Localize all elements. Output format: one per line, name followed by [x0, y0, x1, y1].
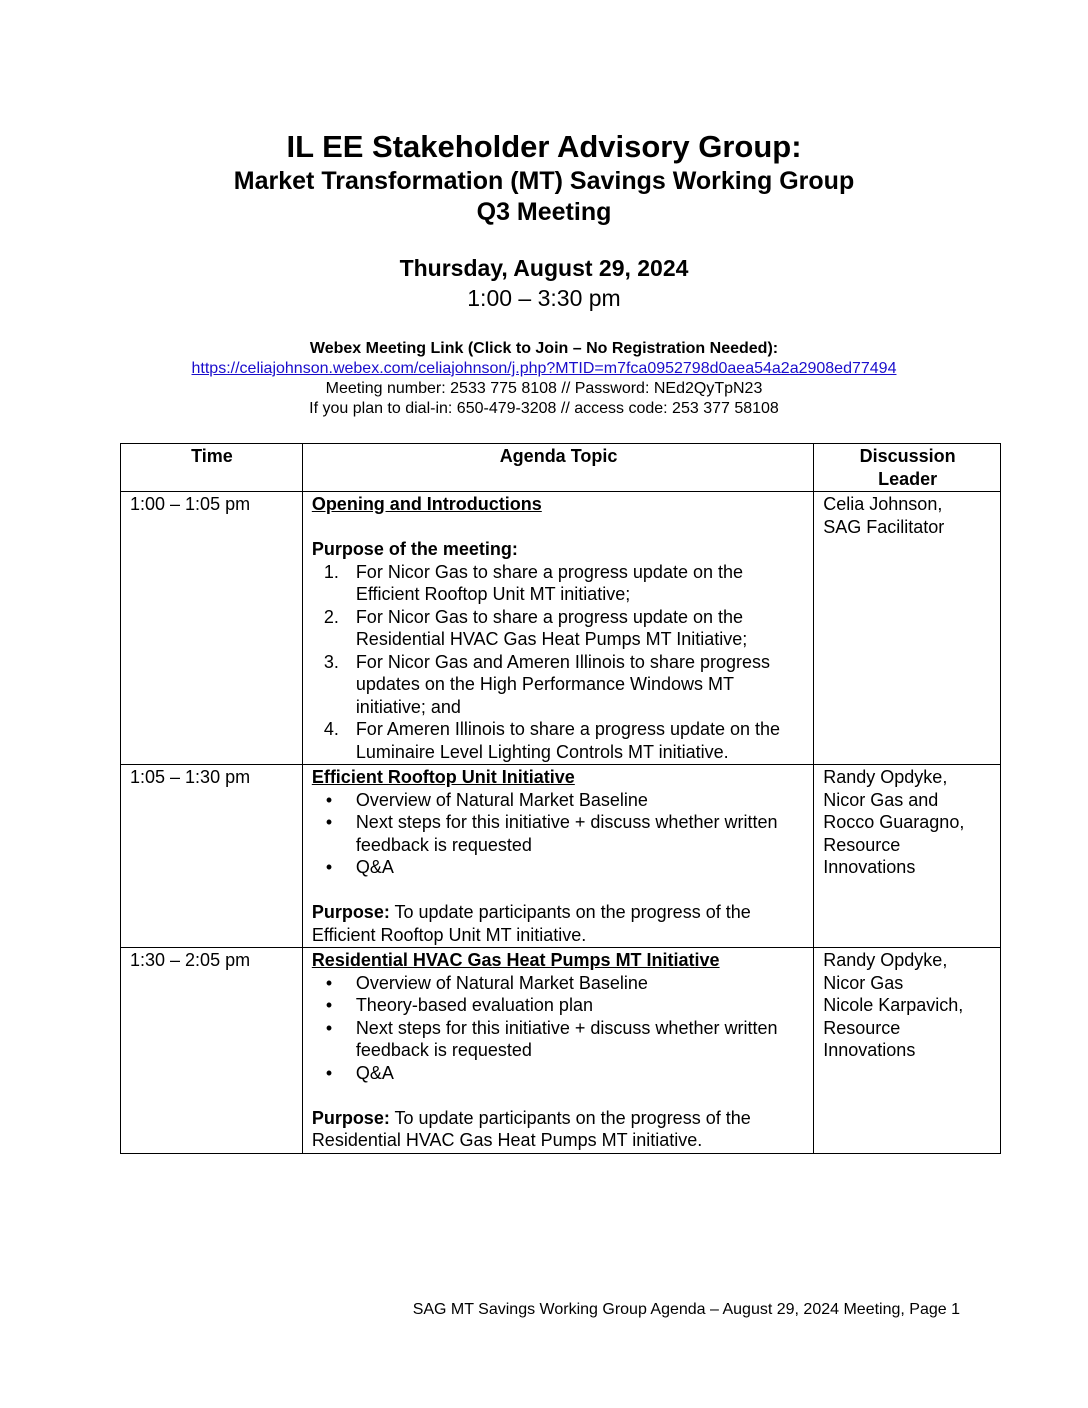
spacer	[312, 879, 805, 902]
table-row	[121, 492, 1001, 765]
row-topic	[302, 492, 813, 765]
webex-info	[0, 339, 1088, 419]
purpose-heading: Purpose of the meeting:	[311, 539, 518, 559]
list-item-text: Overview of Natural Market Baseline	[355, 789, 648, 810]
topic-title: Efficient Rooftop Unit Initiative	[311, 767, 575, 787]
list-number: 1.	[323, 561, 339, 582]
list-item-text: For Nicor Gas to share a progress update on the Efficient Rooftop Unit MT initiative;	[355, 561, 744, 604]
spacer	[312, 516, 805, 539]
list-item	[312, 811, 805, 856]
agenda-table	[120, 443, 1001, 1154]
list-item-text: Q&A	[355, 1062, 394, 1083]
webex-meeting-link[interactable]: https://celiajohnson.webex.com/celiajohnson/j.php?MTID=m7fca0952798d0aea54a2a2908ed77494	[191, 360, 897, 377]
list-item	[312, 561, 805, 606]
header-discussion-leader	[814, 444, 1001, 492]
list-item	[312, 1017, 805, 1062]
bullet-icon: •	[325, 972, 333, 993]
table-row	[121, 948, 1001, 1154]
purpose-label: Purpose:	[311, 1107, 390, 1128]
list-item	[312, 606, 805, 651]
leader-line: Rocco Guaragno,	[823, 812, 965, 832]
leader-line: Nicole Karpavich,	[823, 995, 964, 1015]
row-topic	[302, 765, 813, 948]
bullet-icon: •	[325, 995, 333, 1015]
document-title: IL EE Stakeholder Advisory Group:	[286, 129, 802, 164]
list-item	[312, 994, 805, 1017]
purpose-statement	[312, 1107, 805, 1152]
row-leader	[814, 492, 1001, 765]
bullet-icon: •	[325, 812, 333, 832]
row-time: 1:00 – 1:05 pm	[121, 492, 303, 765]
list-item-text: Overview of Natural Market Baseline	[355, 972, 648, 993]
row-leader	[814, 765, 1001, 948]
purpose-text: To update participants on the progress of the Residential HVAC Gas Heat Pumps MT initiative.	[311, 1107, 751, 1150]
list-item-text: For Nicor Gas and Ameren Illinois to share progress updates on the High Performance Windows MT initiative; and	[355, 651, 770, 717]
meeting-time: 1:00 – 3:30 pm	[467, 285, 621, 311]
meeting-date: Thursday, August 29, 2024	[399, 255, 689, 281]
bullet-icon: •	[325, 1017, 333, 1038]
document-subtitle: Market Transformation (MT) Savings Working Group	[233, 167, 855, 195]
leader-line: Celia Johnson,	[823, 494, 943, 514]
list-item	[312, 718, 805, 763]
list-item	[312, 972, 805, 995]
list-item-text: Theory-based evaluation plan	[355, 995, 593, 1015]
bullet-icon: •	[325, 1062, 333, 1083]
header-leader-line: Discussion	[859, 446, 956, 466]
bullet-list	[312, 789, 805, 879]
list-number: 4.	[323, 719, 339, 739]
leader-line: SAG Facilitator	[823, 516, 945, 537]
leader-line: Innovations	[823, 857, 916, 877]
list-item-text: Q&A	[355, 857, 394, 877]
purpose-label: Purpose:	[311, 902, 390, 922]
list-item-text: Next steps for this initiative + discuss whether written feedback is requested	[355, 812, 778, 855]
bullet-icon: •	[325, 789, 333, 810]
bullet-icon: •	[325, 857, 333, 877]
row-time: 1:05 – 1:30 pm	[121, 765, 303, 948]
meeting-name: Q3 Meeting	[476, 198, 612, 226]
purpose-statement	[312, 901, 805, 946]
row-topic	[302, 948, 813, 1154]
document-header	[0, 128, 1088, 228]
row-leader	[814, 948, 1001, 1154]
leader-line: Randy Opdyke,	[823, 950, 948, 970]
topic-title: Opening and Introductions	[311, 494, 542, 514]
list-item	[312, 856, 805, 879]
table-row	[121, 765, 1001, 948]
header-agenda-topic: Agenda Topic	[302, 444, 813, 492]
leader-line: Nicor Gas and	[823, 789, 939, 810]
row-time: 1:30 – 2:05 pm	[121, 948, 303, 1154]
table-header-row	[121, 444, 1001, 492]
header-leader-line: Leader	[878, 468, 938, 489]
list-number: 3.	[323, 651, 339, 672]
list-item-text: For Ameren Illinois to share a progress update on the Luminaire Level Lighting Controls MT initiative.	[355, 719, 781, 762]
leader-line: Resource	[823, 834, 901, 855]
list-item	[312, 651, 805, 719]
purpose-list	[312, 561, 805, 764]
list-item	[312, 789, 805, 812]
bullet-list	[312, 972, 805, 1085]
webex-label: Webex Meeting Link (Click to Join – No Registration Needed):	[309, 340, 779, 357]
leader-line: Nicor Gas	[823, 972, 904, 993]
dial-in-info: If you plan to dial-in: 650-479-3208 // access code: 253 377 58108	[309, 400, 779, 417]
page-footer: SAG MT Savings Working Group Agenda – August 29, 2024 Meeting, Page 1	[412, 1301, 960, 1318]
list-item-text: For Nicor Gas to share a progress update on the Residential HVAC Gas Heat Pumps MT Initiative;	[355, 606, 748, 649]
topic-title: Residential HVAC Gas Heat Pumps MT Initiative	[311, 950, 720, 970]
meeting-number-password: Meeting number: 2533 775 8108 // Password: NEd2QyTpN23	[325, 380, 763, 397]
list-number: 2.	[323, 606, 339, 627]
list-item	[312, 1062, 805, 1085]
leader-line: Resource	[823, 1017, 901, 1038]
header-time: Time	[121, 444, 303, 492]
leader-line: Randy Opdyke,	[823, 767, 948, 787]
spacer	[312, 1084, 805, 1107]
leader-line: Innovations	[823, 1040, 916, 1060]
list-item-text: Next steps for this initiative + discuss whether written feedback is requested	[355, 1017, 778, 1060]
purpose-text: To update participants on the progress of the Efficient Rooftop Unit MT initiative.	[311, 902, 751, 945]
